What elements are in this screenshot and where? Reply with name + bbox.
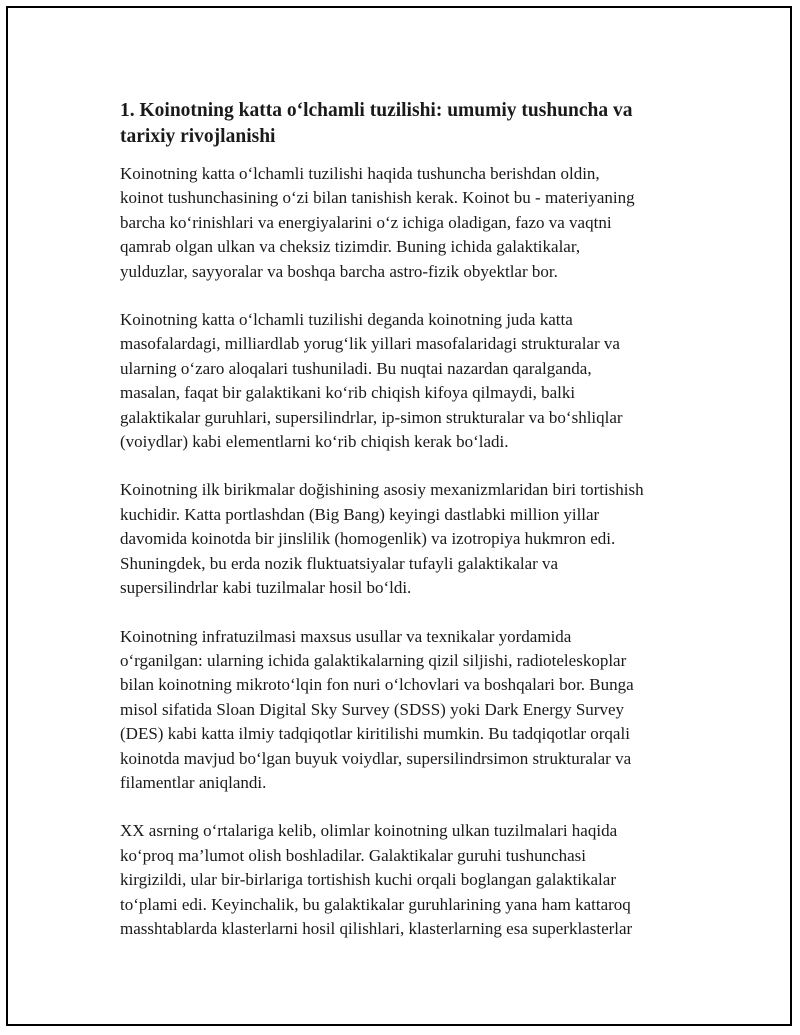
page-frame (6, 6, 792, 1026)
paragraph-2: Koinotning katta o‘lchamli tuzilishi deganda koinotning juda katta masofalardagi, milliardlab yorug‘lik yillari masofalaridagi strukturalar va ularning o‘zaro aloqalari tushuniladi. Bu nuqtai nazardan qaralganda, masalan, faqat bir galaktikani ko‘rib chiqish kifoya qilmaydi, balki galaktikalar guruhlari, supersilindrlar, ip-simon strukturalar va bo‘shliqlar (voiydlar) kabi elementlarni ko‘rib chiqish kerak bo‘ladi. (120, 310, 623, 452)
document-body (120, 98, 695, 965)
paragraph-4: Koinotning infratuzilmasi maxsus usullar va texnikalar yordamida o‘rganilgan: ularning ichida galaktikalarning qizil siljishi, radioteleskoplar bilan koinotning mikroto‘lqin fon nuri o‘lchovlari va boshqalari bor. Bunga misol sifatida Sloan Digital Sky Survey (SDSS) yoki Dark Energy Survey (DES) kabi katta ilmiy tadqiqotlar kiritilishi mumkin. Bu tadqiqotlar orqali koinotda mavjud bo‘lgan buyuk voiydlar, supersilindrsimon strukturalar va filamentlar aniqlandi. (120, 626, 634, 792)
paragraph-1: Koinotning katta o‘lchamli tuzilishi haqida tushuncha berishdan oldin, koinot tushunchasining o‘zi bilan tanishish kerak. Koinot bu - materiyaning barcha ko‘rinishlari va energiyalarini o‘z ichiga oladigan, fazo va vaqtni qamrab olgan ulkan va cheksiz tizimdir. Buning ichida galaktikalar, yulduzlar, sayyoralar va boshqa barcha astro-fizik obyektlar bor. (120, 164, 635, 281)
paragraph-3: Koinotning ilk birikmalar doğishining asosiy mexanizmlaridan biri tortishish kuchidir. Katta portlashdan (Big Bang) keyingi dastlabki million yillar davomida koinotda bir jinslilik (homogenlik) va izotropiya hukmron edi. Shuningdek, bu erda nozik fluktuatsiyalar tufayli galaktikalar va supersilindrlar kabi tuzilmalar hosil bo‘ldi. (120, 480, 644, 598)
paragraph-5: XX asrning o‘rtalariga kelib, olimlar koinotning ulkan tuzilmalari haqida ko‘proq ma’lumot olish boshladilar. Galaktikalar guruhi tushunchasi kirgizildi, ular bir-birlariga tortishish kuchi orqali boglangan galaktikalar to‘plami edi. Keyinchalik, bu galaktikalar guruhlarining yana ham kattaroq masshtablarda klasterlarni hosil qilishlari, klasterlarning esa superklasterlar (120, 821, 633, 938)
section-heading: 1. Koinotning katta o‘lchamli tuzilishi: umumiy tushuncha va tarixiy rivojlanishi (120, 100, 633, 147)
